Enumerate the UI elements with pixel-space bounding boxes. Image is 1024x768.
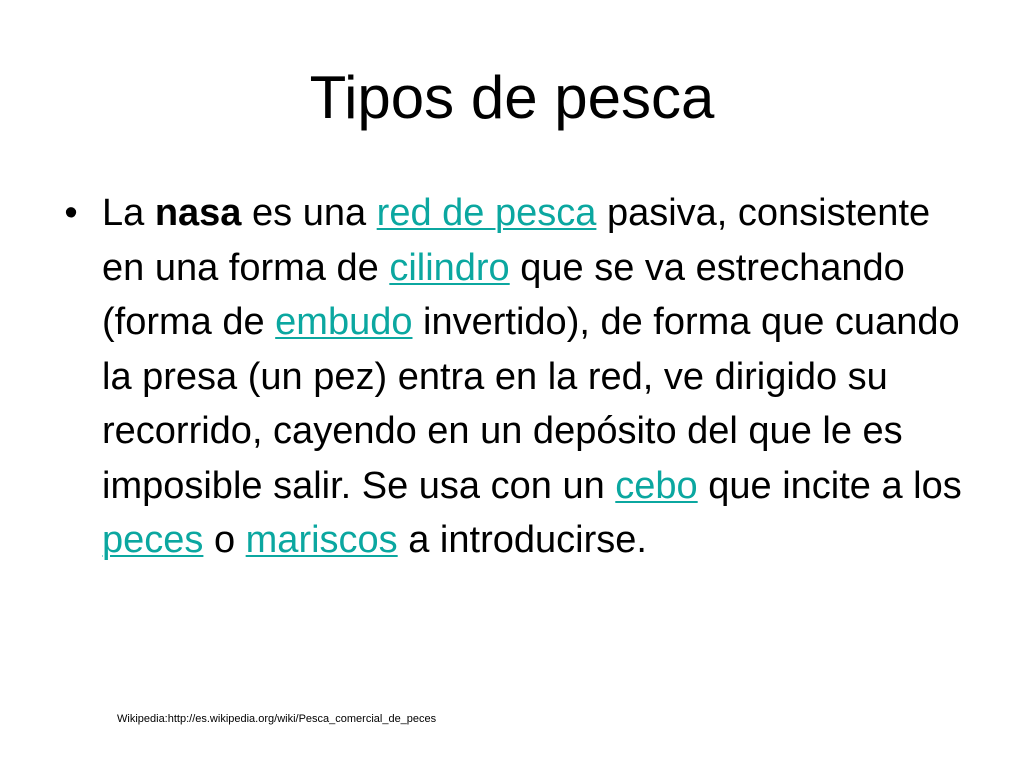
text-segment: es una xyxy=(241,192,377,234)
text-segment: o xyxy=(203,519,246,561)
source-citation: Wikipedia:http://es.wikipedia.org/wiki/Pesca_comercial_de_peces xyxy=(117,713,437,725)
slide-body xyxy=(56,186,966,568)
link-red-de-pesca[interactable]: red de pesca xyxy=(376,192,597,234)
link-embudo[interactable]: embudo xyxy=(275,301,413,343)
text-segment: La xyxy=(102,192,155,234)
text-segment: invertido), de forma que cuando la presa (un pez) entra en la red, ve dirigido su recorrido, cayendo en un depósito del que le es imposible salir. Se usa con un xyxy=(102,301,960,507)
text-segment: que se va estrechando (forma de xyxy=(102,246,905,343)
text-segment: pasiva, consistente en una forma de xyxy=(102,192,931,289)
bullet-icon: • xyxy=(64,192,78,234)
text-segment: que incite a los xyxy=(697,464,962,507)
link-cilindro[interactable]: cilindro xyxy=(389,246,510,289)
bold-term-nasa: nasa xyxy=(154,192,242,234)
bullet-text xyxy=(102,192,962,561)
bullet-item xyxy=(56,186,966,568)
link-mariscos[interactable]: mariscos xyxy=(245,519,398,561)
slide-title: Tipos de pesca xyxy=(309,64,715,131)
link-cebo[interactable]: cebo xyxy=(615,464,698,507)
link-peces[interactable]: peces xyxy=(102,519,204,561)
text-segment: a introducirse. xyxy=(397,519,647,561)
